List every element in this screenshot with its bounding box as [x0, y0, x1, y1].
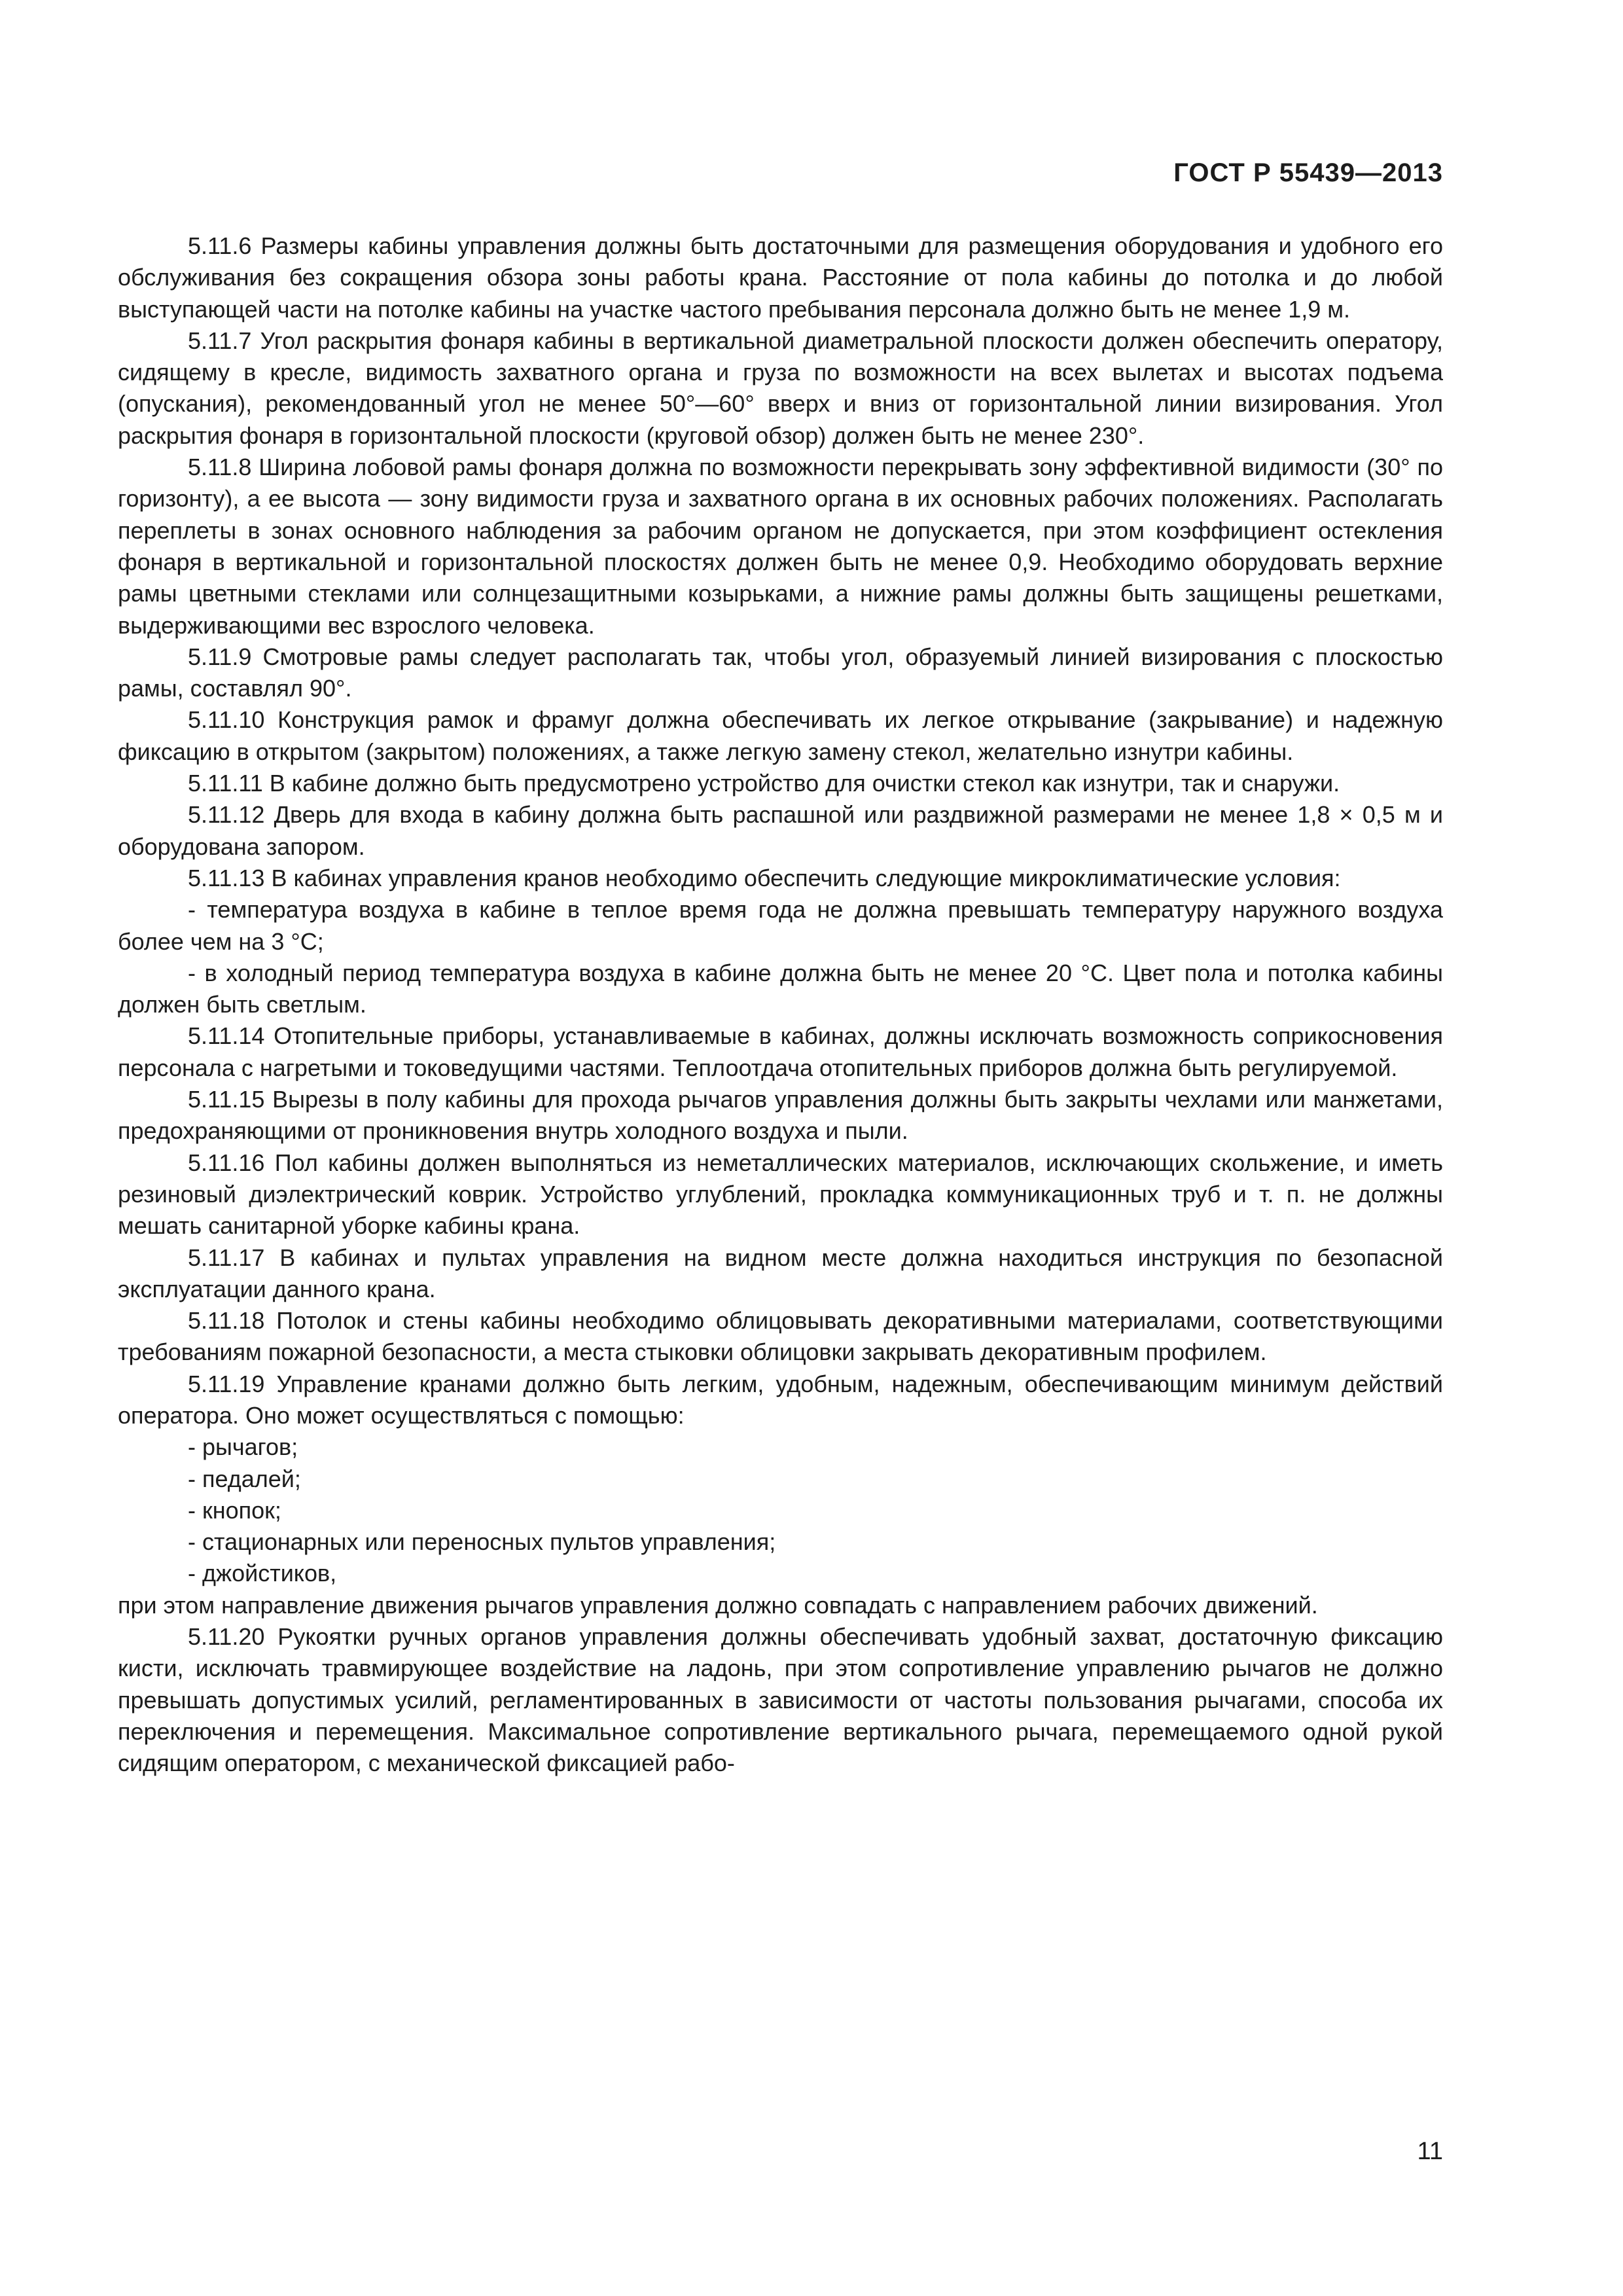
paragraph: 5.11.11 В кабине должно быть предусмотрено устройство для очистки стекол как изнутри, так и снаружи. [188, 770, 1340, 797]
page-number: 11 [1417, 2138, 1443, 2165]
paragraph: 5.11.16 Пол кабины должен выполняться из неметаллических материалов, исключающих скольжение, и иметь резиновый диэлектрический коврик. Устройство углублений, прокладка коммуникационных труб и т. п. не должны мешать санитарной уборке кабины крана. [118, 1149, 1443, 1240]
paragraph: 5.11.8 Ширина лобовой рамы фонаря должна по возможности перекрывать зону эффективной видимости (30° по горизонту), а ее высота — зону видимости груза и захватного органа в их основных рабочих положениях. Располагать переплеты в зонах основного наблюдения за рабочим органом не допускается, при этом коэффициент остекления фонаря в вертикальной и горизонтальной плоскостях должен быть не менее 0,9. Необходимо оборудовать верхние рамы цветными стеклами или солнцезащитными козырьками, а нижние рамы должны быть защищены решетками, выдерживающими вес взрослого человека. [118, 454, 1443, 639]
paragraph: 5.11.19 Управление кранами должно быть легким, удобным, надежным, обеспечивающим минимум действий оператора. Оно может осуществляться с помощью: [118, 1370, 1443, 1429]
paragraph: - в холодный период температура воздуха в кабине должна быть не менее 20 °C. Цвет пола и потолка кабины должен быть светлым. [118, 959, 1443, 1018]
paragraph: 5.11.14 Отопительные приборы, устанавливаемые в кабинах, должны исключать возможность соприкосновения персонала с нагретыми и токоведущими частями. Теплоотдача отопительных приборов должна быть регулируемой. [118, 1022, 1443, 1081]
paragraph: 5.11.9 Смотровые рамы следует располагать так, чтобы угол, образуемый линией визирования с плоскостью рамы, составлял 90°. [118, 643, 1443, 702]
paragraph: 5.11.10 Конструкция рамок и фрамуг должна обеспечивать их легкое открывание (закрывание) и надежную фиксацию в открытом (закрытом) положениях, а также легкую замену стекол, желательно изнутри кабины. [118, 706, 1443, 765]
paragraph: 5.11.17 В кабинах и пультах управления на видном месте должна находиться инструкция по безопасной эксплуатации данного крана. [118, 1244, 1443, 1302]
paragraph: 5.11.6 Размеры кабины управления должны быть достаточными для размещения оборудования и удобного его обслуживания без сокращения обзора зоны работы крана. Расстояние от пола кабины до потолка и до любой выступающей части на потолке кабины на участке частого пребывания персонала должно быть не менее 1,9 м. [118, 232, 1443, 323]
paragraph: 5.11.7 Угол раскрытия фонаря кабины в вертикальной диаметральной плоскости должен обеспечить оператору, сидящему в кресле, видимость захватного органа и груза по возможности на всех вылетах и высотах подъема (опускания), рекомендованный угол не менее 50°—60° вверх и вниз от горизонтальной линии визирования. Угол раскрытия фонаря в горизонтальной плоскости (круговой обзор) должен быть не менее 230°. [118, 327, 1443, 449]
paragraph-continuation: при этом направление движения рычагов управления должно совпадать с направлением рабочих движений. [118, 1591, 1318, 1619]
list-item: - рычагов; [188, 1433, 298, 1461]
list-item: - стационарных или переносных пультов управления; [188, 1528, 776, 1556]
list-item: - педалей; [188, 1465, 301, 1492]
paragraph: 5.11.18 Потолок и стены кабины необходимо облицовывать декоративными материалами, соответствующими требованиям пожарной безопасности, а места стыковки облицовки закрывать декоративным профилем. [118, 1307, 1443, 1366]
document-header-id: ГОСТ Р 55439—2013 [1173, 158, 1443, 187]
paragraph: 5.11.12 Дверь для входа в кабину должна быть распашной или раздвижной размерами не менее 1,8 × 0,5 м и оборудована запором. [118, 801, 1443, 860]
list-item: - кнопок; [188, 1496, 281, 1524]
paragraph: 5.11.20 Рукоятки ручных органов управления должны обеспечивать удобный захват, достаточную фиксацию кисти, исключать травмирующее воздействие на ладонь, при этом сопротивление управлению рычагов не должно превышать допустимых усилий, регламентированных в зависимости от частоты пользования рычагами, способа их переключения и перемещения. Максимальное сопротивление вертикального рычага, перемещаемого одной рукой сидящим оператором, с механической фиксацией рабо- [118, 1623, 1443, 1777]
list-item: - джойстиков, [188, 1560, 337, 1587]
paragraph: - температура воздуха в кабине в теплое время года не должна превышать температуру наружного воздуха более чем на 3 °C; [118, 896, 1443, 955]
paragraph: 5.11.13 В кабинах управления кранов необходимо обеспечить следующие микроклиматические условия: [188, 864, 1341, 891]
document-body [118, 230, 1443, 1780]
paragraph: 5.11.15 Вырезы в полу кабины для прохода рычагов управления должны быть закрыты чехлами или манжетами, предохраняющими от проникновения внутрь холодного воздуха и пыли. [118, 1086, 1443, 1145]
